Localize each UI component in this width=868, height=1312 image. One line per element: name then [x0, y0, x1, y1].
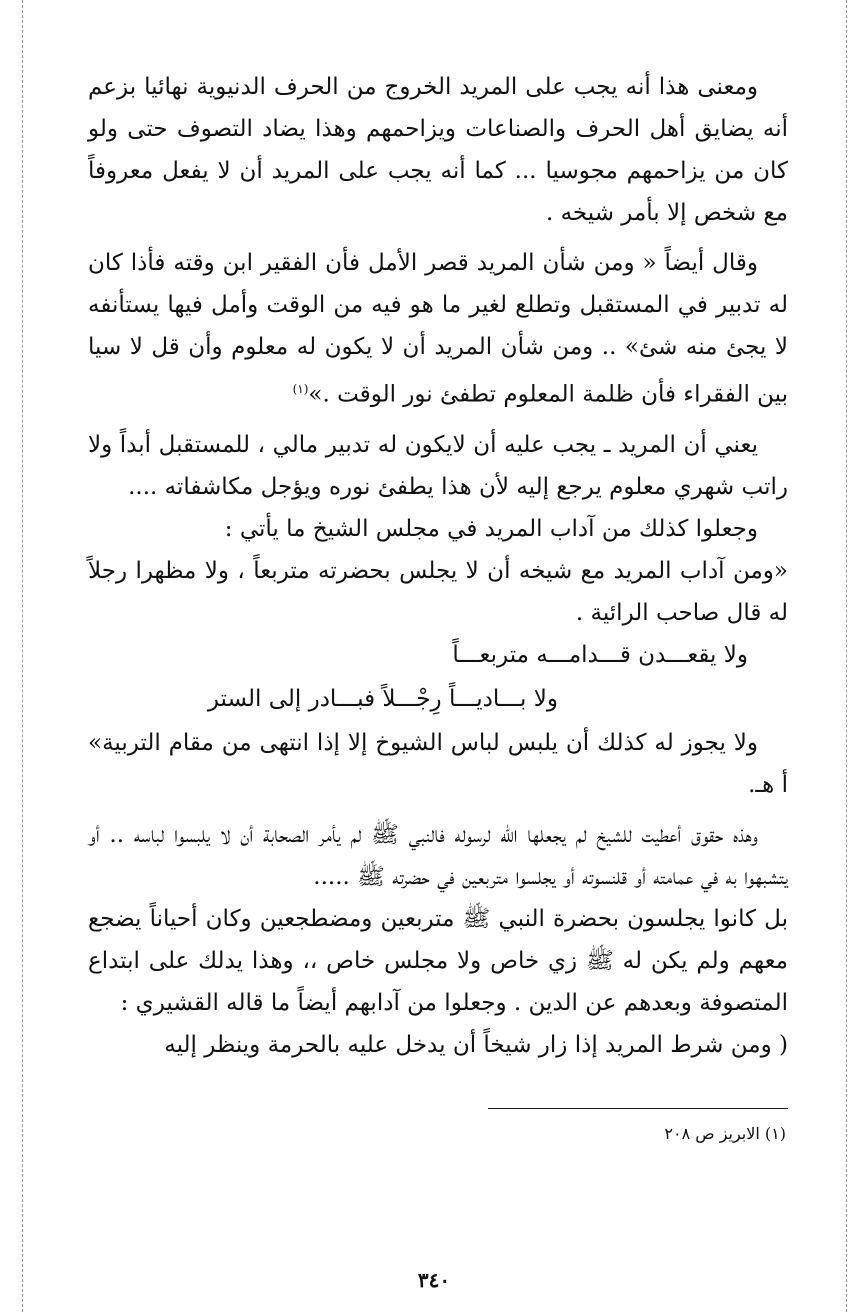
paragraph-1: ومعنى هذا أنه يجب على المريد الخروج من الحرف الدنيوية نهائيا بزعم أنه يضايق أهل الحرف والصناعات ويزاحمهم وهذا يضاد التصوف حتى ولو كان من يزاحمهم مجوسيا ... كما أنه يجب على المريد أن لا يفعل معروفاً مع شخص إلا بأمر شيخه . — [88, 74, 788, 226]
footnote: (١) الابريز ص ٢٠٨ — [664, 1124, 786, 1143]
verse-line-1-text: ولا يقعـــدن قـــدامـــه متربعـــاً — [452, 641, 748, 668]
paragraph-3: يعني أن المريد ـ يجب عليه أن لايكون له تدبير مالي ، للمستقبل أبداً ولا راتب شهري معلوم يرجع إليه لأن هذا يطفئ نوره ويؤجل مكاشفاته .... — [88, 431, 788, 500]
paragraph-9: ( ومن شرط المريد إذا زار شيخاً أن يدخل عليه بالحرمة وينظر إليه — [164, 1031, 788, 1058]
paragraph-2-text: وقال أيضاً « ومن شأن المريد قصر الأمل فأن الفقير ابن وقته فأذا كان له تدبير في المستقبل وتطلع لغير ما هو فيه من الوقت وأمل فيها يستأنفه لا يجئ منه شئ» .. ومن شأن المريد أن لا يكون له معلوم وأن قل لا سيا بين الفقراء فأن ظلمة المعلوم تطفئ نور الوقت .» — [88, 250, 788, 408]
paragraph-2 — [88, 242, 788, 416]
page-number: ٣٤٠ — [417, 1268, 451, 1292]
paragraph-6: ولا يجوز له كذلك أن يلبس لباس الشيوخ إلا إذا انتهى من مقام التربية» أ هـ. — [88, 729, 788, 798]
verse-line-1 — [88, 634, 788, 678]
paragraph-4: وجعلوا كذلك من آداب المريد في مجلس الشيخ ما يأتي : — [224, 515, 758, 542]
footnote-divider — [488, 1108, 788, 1109]
page-edge-right — [846, 0, 847, 1312]
paragraph-8: بل كانوا يجلسون بحضرة النبي ﷺ متربعين ومضطجعين وكان أحياناً يضجع معهم ولم يكن له ﷺ زي خاص ولا مجلس خاص ،، وهذا يدلك على ابتداع المتصوفة وبعدهم عن الدين . وجعلوا من آدابهم أيضاً ما قاله القشيري : — [88, 905, 788, 1016]
footnote-marker: (١) — [292, 382, 309, 396]
paragraph-7: وهذه حقوق أعطيت للشيخ لم يجعلها الله لرسوله فالنبي ﷺ لم يأمر الصحابة أن لا يلبسوا لباسه .. أو يتشبهوا به في عمامته أو قلنسوته أو يجلسوا متربعين في حضرته ﷺ ..... — [88, 821, 788, 890]
verse-line-2-text: ولا بـــاديـــاً رِجْـــلاً فبـــادر إلى الستر — [207, 685, 558, 712]
page-body — [88, 66, 788, 1066]
verse-line-2 — [88, 678, 788, 722]
page-edge-left — [22, 0, 23, 1312]
paragraph-5: «ومن آداب المريد مع شيخه أن لا يجلس بحضرته متربعاً ، ولا مظهرا رجلاً له قال صاحب الرائية . — [88, 557, 788, 626]
